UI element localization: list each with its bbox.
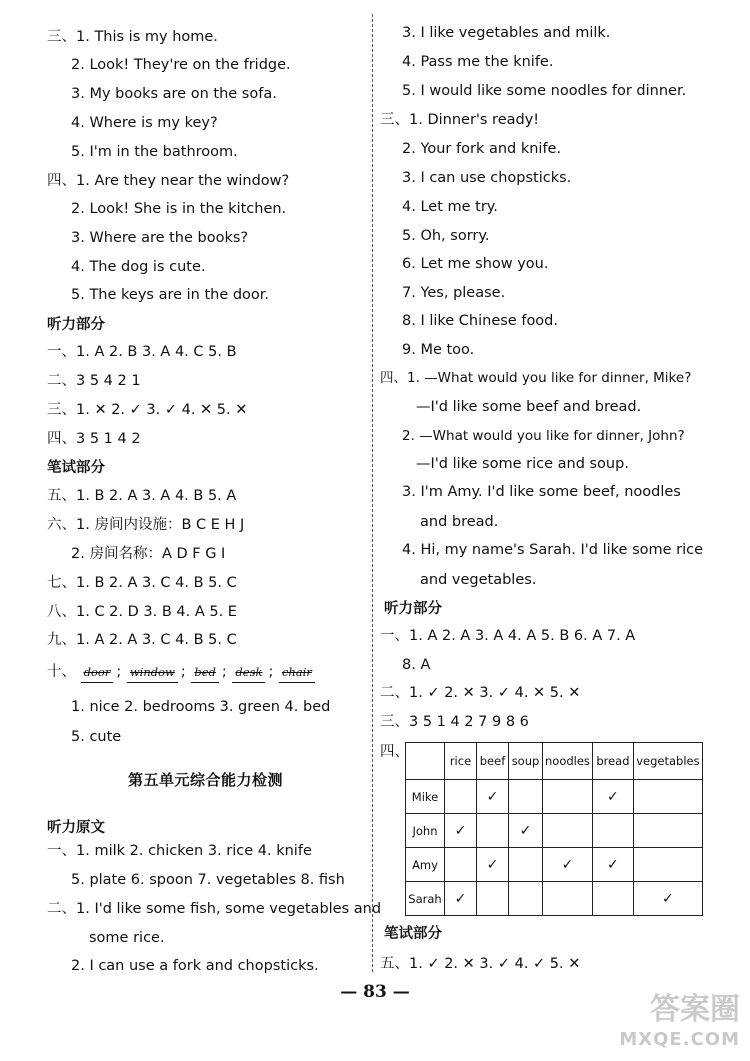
answer-line: 三、1. This is my home. <box>47 29 218 45</box>
answer-line: 二、3 5 4 2 1 <box>47 373 141 389</box>
answer-line: 6. Let me show you. <box>402 256 549 272</box>
table-cell: ✓ <box>509 814 543 848</box>
answer-line: 三、1. Dinner's ready! <box>380 112 540 128</box>
answer-line: —I'd like some beef and bread. <box>416 399 642 415</box>
table-cell: ✓ <box>477 848 509 882</box>
question-label: 十、 <box>47 664 76 680</box>
table-row <box>406 780 703 814</box>
table-header-cell: beef <box>477 743 509 780</box>
answer-line: 5. cute <box>71 729 122 745</box>
answer-table <box>405 742 703 916</box>
watermark-text: 答案圈 <box>650 992 740 1027</box>
fill-word: desk <box>232 662 265 683</box>
table-row-label: Sarah <box>406 882 445 916</box>
table-header-row <box>406 743 703 780</box>
page-number: — 83 — <box>340 982 410 1002</box>
answer-line: 二、1. ✓ 2. ✕ 3. ✓ 4. ✕ 5. ✕ <box>380 685 581 701</box>
section-heading: 听力原文 <box>47 820 105 836</box>
answer-line: and bread. <box>420 514 499 530</box>
section-heading: 听力部分 <box>47 317 105 333</box>
table-cell <box>509 848 543 882</box>
answer-line: and vegetables. <box>420 572 537 588</box>
table-cell <box>543 780 593 814</box>
answer-line: 8. A <box>402 657 431 673</box>
answer-line: 三、1. ✕ 2. ✓ 3. ✓ 4. ✕ 5. ✕ <box>47 402 248 418</box>
table-header-cell: soup <box>509 743 543 780</box>
answer-line: 4. The dog is cute. <box>71 259 206 275</box>
answer-line: 9. Me too. <box>402 342 475 358</box>
answer-line: 4. Hi, my name's Sarah. I'd like some rice <box>402 542 704 558</box>
table-cell: ✓ <box>445 882 477 916</box>
answer-line: 3. I'm Amy. I'd like some beef, noodles <box>402 484 681 500</box>
fill-word: bed <box>191 662 219 683</box>
answer-line: 一、1. milk 2. chicken 3. rice 4. knife <box>47 843 312 859</box>
answer-line: 5. Oh, sorry. <box>402 228 490 244</box>
table-cell <box>509 780 543 814</box>
answer-line: 五、1. ✓ 2. ✕ 3. ✓ 4. ✓ 5. ✕ <box>380 956 581 972</box>
answer-line: 2. Your fork and knife. <box>402 141 562 157</box>
table-row <box>406 814 703 848</box>
answer-line: 一、1. A 2. B 3. A 4. C 5. B <box>47 344 237 360</box>
answer-line: 三、3 5 1 4 2 7 9 8 6 <box>380 714 529 730</box>
answer-line: 2. —What would you like for dinner, John? <box>402 428 685 444</box>
answer-line: 5. The keys are in the door. <box>71 287 270 303</box>
answer-line: 四、3 5 1 4 2 <box>47 431 141 447</box>
table-header-cell: noodles <box>543 743 593 780</box>
section-heading: 笔试部分 <box>384 926 442 942</box>
table-cell <box>477 882 509 916</box>
answer-line: 七、1. B 2. A 3. C 4. B 5. C <box>47 575 237 591</box>
answer-line: 1. nice 2. bedrooms 3. green 4. bed <box>71 699 331 715</box>
fill-in-line: 十、 door ; window ; bed ; desk ; chair <box>47 662 317 683</box>
answer-line: 3. Where are the books? <box>71 230 249 246</box>
answer-line: 2. Look! They're on the fridge. <box>71 57 291 73</box>
answer-line: 2. Look! She is in the kitchen. <box>71 201 287 217</box>
answer-line: —I'd like some rice and soup. <box>416 456 629 472</box>
table-cell <box>543 882 593 916</box>
fill-word: window <box>127 662 178 683</box>
table-row-label: Mike <box>406 780 445 814</box>
table-cell <box>445 848 477 882</box>
answer-line: 四、1. Are they near the window? <box>47 173 290 189</box>
answer-line: 5. plate 6. spoon 7. vegetables 8. fish <box>71 872 345 888</box>
answer-line: 一、1. A 2. A 3. A 4. A 5. B 6. A 7. A <box>380 628 636 644</box>
section-heading: 听力部分 <box>384 601 442 617</box>
answer-line: 4. Let me try. <box>402 199 498 215</box>
table-row <box>406 848 703 882</box>
table-cell <box>477 814 509 848</box>
answer-line: some rice. <box>89 930 165 946</box>
fill-word: chair <box>279 662 315 683</box>
unit-title: 第五单元综合能力检测 <box>128 771 284 789</box>
table-cell <box>633 814 702 848</box>
table-cell <box>445 780 477 814</box>
answer-line: 3. I like vegetables and milk. <box>402 25 611 41</box>
section-heading: 笔试部分 <box>47 460 105 476</box>
watermark-logo <box>590 992 740 1055</box>
table-cell <box>543 814 593 848</box>
answer-line: 5. I would like some noodles for dinner. <box>402 83 687 99</box>
question-label: 四、 <box>380 744 409 760</box>
table-row-label: Amy <box>406 848 445 882</box>
table-cell: ✓ <box>477 780 509 814</box>
table-cell: ✓ <box>543 848 593 882</box>
answer-line: 二、1. I'd like some fish, some vegetables and <box>47 901 382 917</box>
answer-line: 八、1. C 2. D 3. B 4. A 5. E <box>47 604 237 620</box>
watermark-url: MXQE.COM <box>619 1029 740 1050</box>
answer-line: 3. My books are on the sofa. <box>71 86 277 102</box>
table-cell: ✓ <box>445 814 477 848</box>
table-header-cell <box>406 743 445 780</box>
answer-line: 7. Yes, please. <box>402 285 506 301</box>
table-cell: ✓ <box>633 882 702 916</box>
answer-line: 3. I can use chopsticks. <box>402 170 572 186</box>
table-cell: ✓ <box>592 848 633 882</box>
column-divider <box>372 14 373 972</box>
table-cell: ✓ <box>592 780 633 814</box>
answer-line: 5. I'm in the bathroom. <box>71 144 238 160</box>
answer-line: 六、1. 房间内设施：B C E H J <box>47 517 245 533</box>
table-cell <box>633 848 702 882</box>
answer-line: 4. Where is my key? <box>71 115 218 131</box>
table-cell <box>592 882 633 916</box>
answer-line: 四、1. —What would you like for dinner, Mike? <box>380 370 692 386</box>
table-cell <box>633 780 702 814</box>
answer-line: 8. I like Chinese food. <box>402 313 558 329</box>
table-row-label: John <box>406 814 445 848</box>
table-row <box>406 882 703 916</box>
answer-line: 2. 房间名称：A D F G I <box>71 546 226 562</box>
table-header-cell: bread <box>592 743 633 780</box>
table-header-cell: rice <box>445 743 477 780</box>
fill-word: door <box>81 662 114 683</box>
answer-line: 4. Pass me the knife. <box>402 54 554 70</box>
answer-line: 五、1. B 2. A 3. A 4. B 5. A <box>47 488 237 504</box>
table-cell <box>509 882 543 916</box>
table-cell <box>592 814 633 848</box>
table-header-cell: vegetables <box>633 743 702 780</box>
answer-line: 2. I can use a fork and chopsticks. <box>71 958 319 974</box>
answer-line: 九、1. A 2. A 3. C 4. B 5. C <box>47 632 237 648</box>
